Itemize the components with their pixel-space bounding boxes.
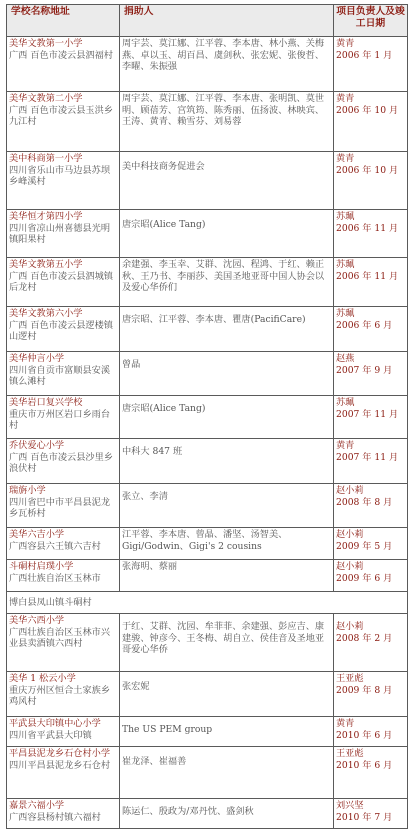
table-row bbox=[7, 37, 408, 92]
table-row bbox=[7, 92, 408, 152]
donor-names: 中科大 847 班 bbox=[122, 446, 183, 457]
manager-name: 黄青 bbox=[336, 440, 355, 451]
table-row bbox=[7, 717, 408, 747]
donor-cell: 江平蓉、李本唐、曾晶、潘坚、汤智美、Gigi/Godwin、Gigi's 2 cousins bbox=[120, 528, 334, 560]
school-cell bbox=[7, 747, 120, 799]
school-address: 四川省凉山州喜德县光明镇阳果村 bbox=[9, 222, 111, 246]
manager-name: 黄青 bbox=[336, 153, 355, 164]
manager-cell bbox=[334, 352, 408, 396]
school-address: 广西 百色市凌云县逻楼镇山逻村 bbox=[9, 319, 113, 343]
manager-cell bbox=[334, 396, 408, 439]
table-row bbox=[7, 799, 408, 829]
school-name: 斗硐村启璞小学 bbox=[9, 561, 74, 572]
school-name: 平武县大印镇中心小学 bbox=[9, 718, 101, 729]
school-cell bbox=[7, 528, 120, 560]
table-row bbox=[7, 352, 408, 396]
school-name: 美华文教第二小学 bbox=[9, 93, 83, 104]
donor-cell bbox=[120, 307, 334, 352]
school-name: 美华岩口复兴学校 bbox=[9, 397, 83, 408]
manager-name: 赵小莉 bbox=[336, 561, 364, 572]
table-row bbox=[7, 258, 408, 307]
table-row bbox=[7, 152, 408, 210]
school-cell bbox=[7, 37, 120, 92]
manager-cell bbox=[334, 560, 408, 592]
school-cell bbox=[7, 672, 120, 717]
donor-names: 唐宗昭(Alice Tang) bbox=[122, 403, 206, 414]
donor-cell bbox=[120, 439, 334, 484]
table-row bbox=[7, 396, 408, 439]
manager-cell bbox=[334, 614, 408, 672]
school-cell bbox=[7, 592, 408, 614]
school-address: 四川平昌县泥龙乡石仓村 bbox=[9, 759, 111, 771]
manager-name: 苏珮 bbox=[336, 211, 355, 222]
donor-cell: 张海明、蔡丽 bbox=[120, 560, 334, 592]
completion-date: 2008 年 8 月 bbox=[336, 496, 393, 508]
donation-table bbox=[6, 4, 408, 829]
school-name: 乔伏爱心小学 bbox=[9, 440, 65, 451]
school-address: 博白县凤山镇斗硐村 bbox=[9, 597, 92, 608]
school-cell bbox=[7, 396, 120, 439]
completion-date: 2007 年 9 月 bbox=[336, 364, 393, 376]
header-donor: 捐助人 bbox=[120, 5, 334, 37]
school-cell bbox=[7, 717, 120, 747]
manager-cell bbox=[334, 210, 408, 258]
completion-date: 2010 年 6 月 bbox=[336, 729, 393, 741]
school-address: 广西容县六王镇六吉村 bbox=[9, 540, 101, 552]
manager-cell bbox=[334, 799, 408, 829]
school-name: 美华文教第六小学 bbox=[9, 308, 83, 319]
school-address: 广西 百色市凌云县泗福村 bbox=[9, 49, 113, 61]
school-name: 美华六吉小学 bbox=[9, 529, 65, 540]
completion-date: 2009 年 5 月 bbox=[336, 540, 393, 552]
donor-cell bbox=[120, 614, 334, 672]
donor-cell bbox=[120, 152, 334, 210]
manager-cell bbox=[334, 528, 408, 560]
header-project: 项目负责人及竣工日期 bbox=[334, 5, 408, 37]
completion-date: 2010 年 7 月 bbox=[336, 811, 393, 823]
manager-name: 赵燕 bbox=[336, 353, 355, 364]
donor-cell bbox=[120, 484, 334, 528]
school-name: 美华仲言小学 bbox=[9, 353, 65, 364]
donor-cell: 余建强、李玉幸、艾群、沈园、程鸿、于红、赖正秋、王乃书、李丽莎、美国圣地亚哥中国人协会以及爱心华侨们 bbox=[120, 258, 334, 307]
school-address: 广西壮族自治区玉林市兴业县卖酒镇六西村 bbox=[9, 626, 111, 650]
manager-name: 苏珮 bbox=[336, 259, 355, 270]
completion-date: 2006 年 6 月 bbox=[336, 319, 393, 331]
manager-cell bbox=[334, 307, 408, 352]
table-row bbox=[7, 592, 408, 614]
donor-cell bbox=[120, 747, 334, 799]
school-address: 四川省巴中市平昌县泥龙乡瓦桥村 bbox=[9, 496, 111, 520]
donor-cell bbox=[120, 672, 334, 717]
school-name: 美华恒才第四小学 bbox=[9, 211, 83, 222]
donor-names: The US PEM group bbox=[122, 724, 213, 735]
school-cell bbox=[7, 210, 120, 258]
manager-cell bbox=[334, 92, 408, 152]
school-cell bbox=[7, 560, 120, 592]
manager-cell bbox=[334, 439, 408, 484]
school-address: 广西 百色市凌云县沙里乡浪伏村 bbox=[9, 451, 113, 475]
table-row bbox=[7, 439, 408, 484]
donor-names: 美中科技商务促进会 bbox=[122, 161, 205, 172]
manager-name: 王亚彪 bbox=[336, 673, 364, 684]
manager-name: 刘兴坚 bbox=[336, 800, 364, 811]
manager-name: 王亚彪 bbox=[336, 748, 364, 759]
donor-cell: 周宇芸、莫江娜、江平蓉、李本唐、林小燕、关梅燕、卓以玉、胡百昌、虞剑秋、张宏妮、张俊哲、李曜、朱振强 bbox=[120, 37, 334, 92]
completion-date: 2007 年 11 月 bbox=[336, 451, 399, 463]
manager-cell bbox=[334, 258, 408, 307]
school-cell bbox=[7, 439, 120, 484]
table-row bbox=[7, 672, 408, 717]
school-name: 美华文教第五小学 bbox=[9, 259, 83, 270]
manager-name: 赵小莉 bbox=[336, 621, 364, 632]
school-name: 平昌县泥龙乡石仓村小学 bbox=[9, 748, 111, 759]
donor-names: 张立、李清 bbox=[122, 491, 168, 502]
school-name: 嘉景六福小学 bbox=[9, 800, 65, 811]
school-address: 四川省平武县大印镇 bbox=[9, 729, 92, 741]
school-cell bbox=[7, 614, 120, 672]
donor-cell bbox=[120, 717, 334, 747]
donor-cell: 周宇芸、莫江娜、江平蓉、李本唐、张明凯、莫世明、顾蓓芳、宫筑筠、陈秀丽、伍扬波、林映宾、王涛、黄青、赖雪芬、刘易蓉 bbox=[120, 92, 334, 152]
donor-cell bbox=[120, 799, 334, 829]
donor-cell bbox=[120, 352, 334, 396]
manager-name: 黄青 bbox=[336, 38, 355, 49]
table-row bbox=[7, 560, 408, 592]
school-name: 瑞旃小学 bbox=[9, 485, 46, 496]
donor-names: 张宏妮 bbox=[122, 681, 150, 692]
donor-names: 唐宗昭、江平蓉、李本唐、瞿唐(PacifiCare) bbox=[122, 314, 306, 325]
completion-date: 2009 年 6 月 bbox=[336, 572, 393, 584]
manager-name: 黄青 bbox=[336, 718, 355, 729]
manager-cell bbox=[334, 37, 408, 92]
donor-names: 崔龙泽、崔福善 bbox=[122, 756, 187, 767]
completion-date: 2006 年 11 月 bbox=[336, 222, 399, 234]
donor-cell bbox=[120, 210, 334, 258]
donor-names: 唐宗昭(Alice Tang) bbox=[122, 219, 206, 230]
manager-name: 赵小莉 bbox=[336, 529, 364, 540]
manager-name: 苏珮 bbox=[336, 308, 355, 319]
manager-cell bbox=[334, 717, 408, 747]
manager-cell bbox=[334, 672, 408, 717]
school-address: 重庆市万州区岩口乡雨台村 bbox=[9, 408, 111, 432]
table-row bbox=[7, 210, 408, 258]
school-cell bbox=[7, 799, 120, 829]
school-cell bbox=[7, 258, 120, 307]
manager-cell bbox=[334, 747, 408, 799]
completion-date: 2006 年 11 月 bbox=[336, 270, 399, 282]
manager-cell bbox=[334, 484, 408, 528]
table-row bbox=[7, 528, 408, 560]
manager-cell bbox=[334, 152, 408, 210]
completion-date: 2006 年 1 月 bbox=[336, 49, 393, 61]
table-row bbox=[7, 747, 408, 799]
school-cell bbox=[7, 307, 120, 352]
school-name: 美华六西小学 bbox=[9, 615, 65, 626]
school-address: 重庆万州区恒合土家族乡鸡风村 bbox=[9, 684, 111, 708]
table-row bbox=[7, 484, 408, 528]
table-row bbox=[7, 614, 408, 672]
school-address: 广西 百色市凌云县泗城镇后龙村 bbox=[9, 270, 113, 294]
school-address: 四川省自贡市富顺县安溪镇么滩村 bbox=[9, 364, 111, 388]
school-name: 美华文教第一小学 bbox=[9, 38, 83, 49]
donor-cell bbox=[120, 396, 334, 439]
school-cell bbox=[7, 92, 120, 152]
donor-names: 于红、艾群、沈园、牟菲菲、余建强、彭应吉、康建骏、钟彦今、王冬梅、胡自立、侯佳音及圣地亚哥爱心华侨 bbox=[122, 621, 325, 656]
school-cell bbox=[7, 352, 120, 396]
header-row bbox=[7, 5, 408, 37]
manager-name: 黄青 bbox=[336, 93, 355, 104]
school-name: 美华 1 松云小学 bbox=[9, 673, 76, 684]
school-cell bbox=[7, 484, 120, 528]
manager-name: 苏珮 bbox=[336, 397, 355, 408]
completion-date: 2006 年 10 月 bbox=[336, 164, 399, 176]
school-address: 广西壮族自治区玉林市 bbox=[9, 572, 101, 584]
donor-names: 曾晶 bbox=[122, 359, 141, 370]
school-cell bbox=[7, 152, 120, 210]
manager-name: 赵小莉 bbox=[336, 485, 364, 496]
completion-date: 2008 年 2 月 bbox=[336, 632, 393, 644]
completion-date: 2009 年 8 月 bbox=[336, 684, 393, 696]
completion-date: 2006 年 10 月 bbox=[336, 104, 399, 116]
completion-date: 2010 年 6 月 bbox=[336, 759, 393, 771]
school-address: 广西容县杨村镇六福村 bbox=[9, 811, 101, 823]
completion-date: 2007 年 11 月 bbox=[336, 408, 399, 420]
header-school: 学校名称地址 bbox=[7, 5, 120, 37]
school-address: 四川省乐山市马边县苏坝乡峰溪村 bbox=[9, 164, 111, 188]
table-row bbox=[7, 307, 408, 352]
donor-names: 陈运仁、殷政为/邓丹忱、盛剑秋 bbox=[122, 806, 254, 817]
school-address: 广西 百色市凌云县玉洪乡九江村 bbox=[9, 104, 113, 128]
school-name: 美中科商第一小学 bbox=[9, 153, 83, 164]
